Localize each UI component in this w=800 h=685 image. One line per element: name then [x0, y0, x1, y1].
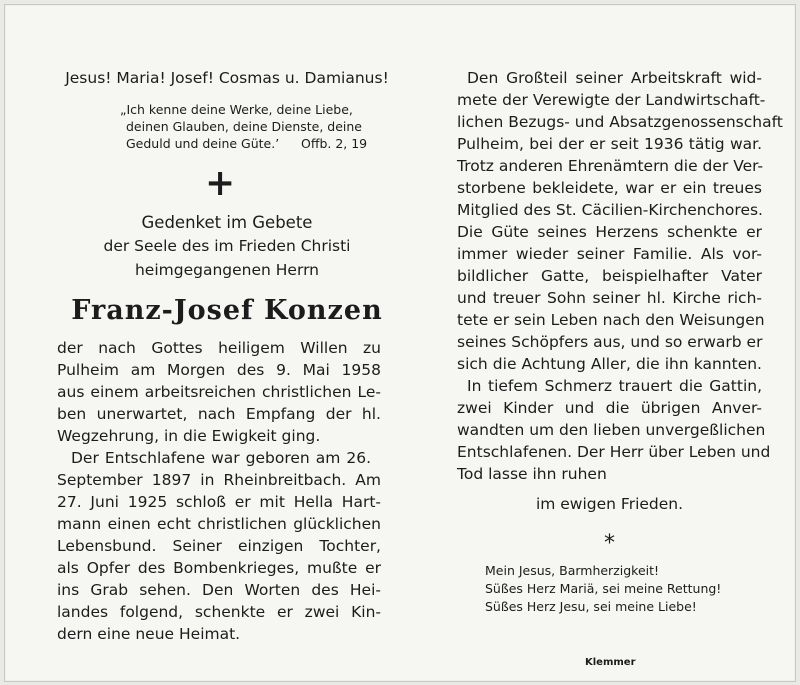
intro-line-3: heimgegangenen Herrn	[134, 261, 319, 279]
right-body-line-11: und treuer Sohn seiner hl. Kirche rich-	[457, 289, 762, 307]
prayer-line-1: Mein Jesus, Barmherzigkeit!	[485, 563, 660, 578]
right-body-line-15: In tiefem Schmerz trauert die Gattin,	[467, 377, 762, 395]
right-body-line-13: seines Schöpfers aus, und so erwarb er	[457, 333, 763, 351]
quote-line-2: deinen Glauben, deine Dienste, deine	[126, 119, 362, 134]
right-body-line-9: immer wieder seiner Familie. Als vor-	[457, 245, 762, 263]
memorial-card	[4, 4, 796, 682]
right-body-line-4: Pulheim, bei der er seit 1936 tätig war.	[457, 135, 762, 153]
right-body-line-14: sich die Achtung Aller, die ihn kannten.	[457, 355, 762, 373]
left-body-line-6: Der Entschlafene war geboren am 26.	[71, 449, 371, 467]
right-body-line-19: Tod lasse ihn ruhen	[457, 465, 607, 483]
left-body-line-9: mann einen echt christlichen glücklichen	[57, 515, 381, 533]
right-body-line-8: Die Güte seines Herzens schenkte er	[457, 223, 762, 241]
cross-icon: +	[205, 162, 236, 204]
star-icon: *	[604, 531, 615, 556]
left-body-line-11: als Opfer des Bombenkrieges, mußte er	[57, 559, 381, 577]
left-body-line-5: Wegzehrung, in die Ewigkeit ging.	[57, 427, 321, 445]
quote-reference: Offb. 2, 19	[301, 136, 368, 151]
intro-line-1: Gedenket im Gebete	[141, 213, 313, 232]
prayer-line-3: Süßes Herz Jesu, sei meine Liebe!	[485, 599, 697, 614]
prayer-line-2: Süßes Herz Mariä, sei meine Rettung!	[485, 581, 722, 596]
left-body-line-12: ins Grab sehen. Den Worten des Hei-	[57, 581, 381, 599]
left-body-line-1: der nach Gottes heiligem Willen zu	[57, 339, 381, 357]
left-body-line-4: ben unerwartet, nach Empfang der hl.	[57, 405, 381, 423]
intro-line-2: der Seele des im Frieden Christi	[103, 237, 351, 255]
quote-line-3: Geduld und deine Güte.’	[126, 136, 280, 151]
left-body-line-13: landes folgend, schenkte er zwei Kin-	[57, 603, 381, 621]
right-body-line-18: Entschlafenen. Der Herr über Leben und	[457, 443, 771, 461]
right-body-line-2: mete der Verewigte der Landwirtschaft-	[457, 91, 766, 109]
left-body-line-7: September 1897 in Rheinbreitbach. Am	[57, 471, 381, 489]
right-body-line-16: zwei Kinder und die übrigen Anver-	[457, 399, 762, 417]
right-body-line-3: lichen Bezugs- und Absatzgenossenschaft	[457, 113, 783, 131]
right-body-line-7: Mitglied des St. Cäcilien-Kirchenchores.	[457, 201, 763, 219]
right-body-line-12: tete er sein Leben nach den Weisungen	[457, 311, 765, 329]
right-body-line-10: bildlicher Gatte, beispielhafter Vater	[457, 267, 762, 285]
quote-line-1: „Ich kenne deine Werke, deine Liebe,	[120, 102, 353, 117]
left-body-line-10: Lebensbund. Seiner einzigen Tochter,	[57, 537, 381, 555]
left-body-line-8: 27. Juni 1925 schloß er mit Hella Hart-	[57, 493, 381, 511]
right-body-line-17: wandten um den lieben unvergeßlichen	[457, 421, 766, 439]
left-body-line-14: dern eine neue Heimat.	[57, 625, 241, 643]
invocation-heading: Jesus! Maria! Josef! Cosmas u. Damianus!	[65, 69, 389, 87]
left-body-line-2: Pulheim am Morgen des 9. Mai 1958	[57, 361, 381, 379]
right-body-line-6: storbene bekleidete, war er ein treues	[457, 179, 762, 197]
left-body-line-3: aus einem arbeitsreichen christlichen Le-	[57, 383, 381, 401]
right-body-line-1: Den Großteil seiner Arbeitskraft wid-	[467, 69, 762, 87]
right-body-line-5: Trotz anderen Ehrenämtern die der Ver-	[457, 157, 764, 175]
printer-mark: Klemmer	[585, 657, 636, 668]
closing-line: im ewigen Frieden.	[535, 495, 684, 513]
deceased-name: Franz-Josef Konzen	[71, 295, 383, 326]
